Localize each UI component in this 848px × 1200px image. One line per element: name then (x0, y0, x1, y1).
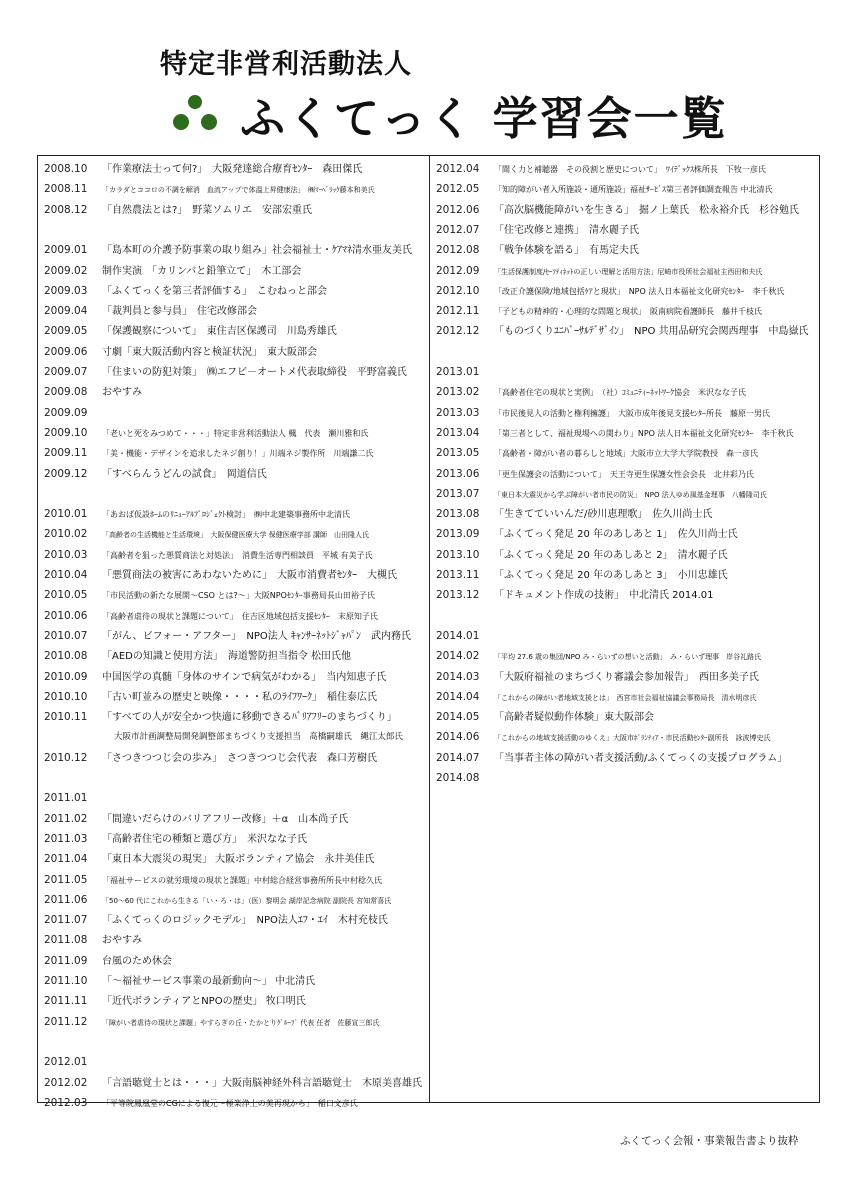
session-row (436, 667, 816, 687)
session-title: 「東日本大震災から学ぶ障がい者市民の防災」 NPO 法人ゆめ風基金理事 八幡隆司氏 (494, 490, 767, 499)
session-row (44, 464, 426, 484)
session-row (436, 768, 816, 788)
session-row (44, 1052, 426, 1072)
session-row (44, 565, 426, 585)
session-row (436, 687, 816, 707)
session-title: 「ドキュメント作成の技術」 中北清氏 2014.01 (494, 590, 714, 602)
session-title: 「間違いだらけのバリアフリー改修」＋α 山本尚子氏 (102, 813, 349, 825)
session-title: 「障がい者虐待の現状と課題」やすらぎの丘・たかとりｸﾞﾙｰﾌﾟ 代表 任者 佐藤宣三郎氏 (102, 1018, 380, 1027)
session-title: 「老いと死をみつめて・・・」特定非営利活動法人 楓 代表 瀬川雅和氏 (102, 428, 369, 438)
session-row (44, 159, 426, 179)
session-row (436, 342, 816, 362)
session-row (44, 768, 426, 788)
session-date: 2012.10 (436, 284, 480, 297)
session-title: 「保護観察について」 東住吉区保護司 川島秀雄氏 (102, 326, 337, 338)
session-date: 2010.11 (44, 711, 88, 724)
session-title: 「東日本大震災の現実」 大阪ボランティア協会 永井美佳氏 (102, 854, 375, 866)
session-title: 「戦争体験を語る」 有馬定夫氏 (494, 245, 639, 257)
session-title: 「カラダとココロの不調を解消 血流アップで体温上昇健康法」 ㈱ﾏｰﾍﾞﾗｯｸ藤本和美氏 (102, 186, 375, 195)
session-title: 「50～60 代にこれから生きる「い・ろ・は」（医）黎明会 湖岸記念病院 副院長 宮知常喜氏 (102, 896, 392, 905)
session-title: 「平等院鳳凰堂のCGによる復元～極楽浄土の美再現から」 稲口文彦氏 (102, 1098, 358, 1108)
session-date: 2009.11 (44, 447, 88, 460)
session-title: 「ふくてっくを第三者評価する」 こむねっと部会 (102, 285, 327, 297)
session-date: 2013.03 (436, 406, 480, 419)
session-row (44, 687, 426, 707)
session-row (44, 362, 426, 382)
session-row (44, 667, 426, 687)
session-date: 2014.02 (436, 650, 480, 663)
session-date: 2009.06 (44, 345, 88, 358)
session-date: 2013.09 (436, 528, 480, 541)
session-row (44, 748, 426, 768)
session-row (436, 545, 816, 565)
session-title: 「高齢者を狙った悪質商法と対処法」 消費生活専門相談員 平城 有美子氏 (102, 550, 373, 560)
session-row (44, 1032, 426, 1052)
session-date: 2009.03 (44, 284, 88, 297)
session-title: 「知的障がい者入所施設・通所施設」福祉ｻｰﾋﾞｽ第三者評価調査報告 中北清氏 (494, 185, 773, 195)
session-row (436, 362, 816, 382)
session-date: 2011.01 (44, 792, 88, 805)
session-row (436, 200, 816, 220)
session-title: 「ふくてっくのロジックモデル」 NPO法人ｴﾌ・ｴｲ 木村充枝氏 (102, 915, 388, 927)
session-title: おやすみ (102, 387, 142, 399)
session-row (44, 788, 426, 808)
session-date: 2011.09 (44, 954, 88, 967)
session-row (44, 403, 426, 423)
session-row (436, 220, 816, 240)
session-title: 「高齢者住宅の種類と選び方」 米沢なな子氏 (102, 833, 307, 845)
session-row (436, 504, 816, 524)
session-row (44, 646, 426, 666)
session-row (436, 524, 816, 544)
session-date: 2013.04 (436, 426, 480, 439)
session-row (44, 545, 426, 565)
session-date: 2013.05 (436, 447, 480, 460)
session-row (436, 565, 816, 585)
session-title: 「ふくてっく発足 20 年のあしあと 2」 清水麗子氏 (494, 549, 728, 561)
session-date: 2009.07 (44, 366, 88, 378)
session-date: 2013.12 (436, 589, 480, 602)
session-row (44, 443, 426, 463)
session-row (436, 179, 816, 199)
session-date: 2010.08 (44, 650, 88, 663)
session-title: 「第三者として、福祉現場への関わり」NPO 法人日本福祉文化研究ｾﾝﾀｰ 李千秋氏 (494, 428, 794, 438)
session-date: 2013.11 (436, 569, 480, 581)
session-date: 2011.06 (44, 893, 88, 906)
session-title: 「生きてていいんだ/砂川恵理歌」 佐久川尚士氏 (494, 509, 713, 521)
session-row (44, 910, 426, 930)
session-row (44, 240, 426, 260)
session-date: 2010.02 (44, 528, 88, 541)
session-date: 2009.08 (44, 386, 88, 399)
session-row (44, 321, 426, 341)
session-date: 2013.07 (436, 487, 480, 500)
session-title: 「～福祉サービス事業の最新動向～」 中北清氏 (102, 976, 316, 987)
session-row (44, 342, 426, 362)
trefoil-logo-icon (170, 92, 220, 132)
session-title: 「大阪府福祉のまちづくり審議会参加報告」 西田多美子氏 (494, 671, 759, 683)
session-row (436, 321, 816, 341)
session-row (44, 179, 426, 199)
session-row (436, 301, 816, 321)
session-date: 2011.12 (44, 1015, 88, 1028)
session-row (436, 423, 816, 443)
session-row (44, 200, 426, 220)
session-row (44, 890, 426, 910)
session-title: 「作業療法士って何?」 大阪発達総合療育ｾﾝﾀｰ 森田傑氏 (102, 164, 363, 175)
session-date: 2009.04 (44, 305, 88, 318)
session-title: 「高齢者の生活機能と生活環境」 大阪保健医療大学 保健医療学部 講師 山田隆人氏 (102, 531, 369, 540)
session-title: 「自然農法とは?」 野菜ソムリエ 安部宏重氏 (102, 204, 313, 216)
session-date: 2012.05 (436, 183, 480, 196)
org-type-subtitle: 特定非営利活動法人 (160, 49, 412, 80)
session-date: 2014.06 (436, 731, 480, 744)
session-date: 2011.07 (44, 914, 88, 927)
session-row (44, 220, 426, 240)
session-title: 「子どもの精神的・心理的な問題と現状」 阪南病院看護師長 藤井千枝氏 (494, 307, 762, 317)
session-row (44, 423, 426, 443)
session-date: 2008.10 (44, 163, 88, 175)
session-date: 2012.02 (44, 1076, 88, 1089)
session-row (44, 626, 426, 646)
session-row (436, 484, 816, 504)
session-date: 2013.08 (436, 508, 480, 521)
session-date: 2010.04 (44, 569, 88, 581)
session-row (44, 524, 426, 544)
session-title: 「ものづくりﾕﾆﾊﾞｰｻﾙﾃﾞｻﾞｲﾝ」 NPO 共用品研究会関西理事 中島嶽氏 (494, 326, 809, 338)
session-row (436, 240, 816, 260)
session-date: 2011.05 (44, 873, 88, 886)
session-row (44, 301, 426, 321)
session-date: 2011.11 (44, 995, 88, 1008)
session-title: 「当事者主体の障がい者支援活動/ふくてっくの支援プログラム」 (494, 752, 788, 764)
session-row (436, 159, 816, 179)
session-date: 2013.01 (436, 366, 480, 378)
session-date: 2010.12 (44, 751, 88, 764)
session-row (436, 646, 816, 666)
session-date: 2012.09 (436, 264, 480, 277)
session-title: 「さつきつつじ会の歩み」 さつきつつじ会代表 森口芳樹氏 (102, 752, 377, 764)
session-row (44, 504, 426, 524)
session-title: 「高齢者住宅の現状と実例」 （社）ｺﾐｭﾆﾃｨｰﾈｯﾄﾜｰｸ協会 米沢なな子氏 (494, 388, 746, 398)
session-date: 2014.07 (436, 751, 480, 764)
session-date: 2012.03 (44, 1096, 88, 1109)
session-title: 中国医学の真髄「身体のサインで病気がわかる」 当内知恵子氏 (102, 671, 387, 683)
left-column (38, 156, 430, 1109)
session-date: 2012.08 (436, 244, 480, 257)
session-date: 2012.04 (436, 163, 480, 175)
session-title: 「これからの地域支援活動のゆくえ」大阪市ﾎﾞﾗﾝﾃｨｱ・市民活動ｾﾝﾀｰ副所長 詠波博史氏 (494, 734, 771, 743)
header (0, 0, 848, 150)
session-row (436, 606, 816, 626)
session-date: 2012.07 (436, 223, 480, 236)
session-title: 「ふくてっく発足 20 年のあしあと 1」 佐久川尚士氏 (494, 529, 738, 541)
session-row (44, 1093, 426, 1113)
session-title: 「生活保護制度/ｾｰﾌﾃｨﾈｯﾄの正しい理解と活用方法」尼崎市役所社会福祉主西田和夫氏 (494, 267, 763, 276)
session-date: 2011.02 (44, 812, 88, 825)
session-row (44, 261, 426, 281)
session-row (44, 930, 426, 950)
session-date: 2009.05 (44, 325, 88, 338)
session-row (44, 281, 426, 301)
session-date: 2010.05 (44, 589, 88, 602)
session-title: 「高齢者・障がい者の暮らしと地域」大阪市立大学大学院教授 森一彦氏 (494, 449, 758, 459)
session-date: 2010.01 (44, 508, 88, 521)
session-title: 台風のため休会 (102, 955, 172, 967)
session-row (44, 991, 426, 1011)
session-date: 2010.09 (44, 670, 88, 683)
session-title: 「市民後見人の活動と権利擁護」 大阪市成年後見支援ｾﾝﾀｰ所長 藤原一男氏 (494, 408, 770, 418)
session-date: 2011.04 (44, 853, 88, 866)
session-title: 「更生保護会の活動について」 天王寺更生保護女性会会長 北井彩乃氏 (494, 469, 754, 479)
session-date: 2009.02 (44, 264, 88, 277)
session-date: 2010.03 (44, 548, 88, 561)
session-date: 2012.11 (436, 305, 480, 318)
session-date: 2012.12 (436, 325, 480, 338)
session-title: 「聞く力と補聴器 その役割と歴史について」 ﾜｲﾃﾞｯｸｽ株所長 下牧一彦氏 (494, 165, 766, 174)
session-date: 2013.02 (436, 386, 480, 399)
session-row (44, 484, 426, 504)
session-row (44, 1012, 426, 1032)
session-title: 「住まいの防犯対策」 ㈱エフビ－オートメ代表取締役 平野富義氏 (102, 367, 407, 378)
session-row (436, 443, 816, 463)
session-date: 2010.07 (44, 629, 88, 642)
session-title: 「あおば仮設ﾎｰﾑのﾘﾆｭｰｱﾙﾌﾟﾛｼﾞｪｸﾄ検討」 ㈱中北建築事務所中北清氏 (102, 510, 350, 520)
session-title: 「これからの障がい者地域支援とは」 西宮市社会福祉協議会事務局長 清水明彦氏 (494, 693, 757, 702)
session-date: 2009.12 (44, 467, 88, 480)
session-row (44, 382, 426, 402)
session-row (44, 951, 426, 971)
session-title: 「古い町並みの歴史と映像・・・・私のﾗｲﾌﾜｰｸ」 稲住泰広氏 (102, 691, 377, 703)
session-title: 「AEDの知識と使用方法」 海道警防担当指令 松田氏他 (102, 651, 352, 663)
session-row (436, 464, 816, 484)
session-date: 2011.03 (44, 832, 88, 845)
right-column (430, 156, 819, 1102)
session-row (436, 585, 816, 605)
session-list-table (37, 155, 820, 1109)
session-row (436, 707, 816, 727)
session-row (44, 585, 426, 605)
session-date: 2010.10 (44, 690, 88, 703)
session-title: 「高次脳機能障がいを生きる」 掘ノ上葉氏 松永裕介氏 杉谷勉氏 (494, 204, 799, 216)
session-title: 「市民活動の新たな展開～CSO とは?～」大阪NPOｾﾝﾀｰ事務局長山田裕子氏 (102, 591, 375, 601)
session-row (44, 849, 426, 869)
session-title: 「すべての人が安全かつ快適に移動できるﾊﾞﾘｱﾌﾘｰのまちづくり」 (102, 712, 397, 724)
session-title: 「言語聴覚士とは・・・」大阪南脳神経外科言語聴覚士 木原美喜雄氏 (102, 1077, 422, 1089)
session-title: 「悪質商法の被害にあわないために」 大阪市消費者ｾﾝﾀｰ 大槻氏 (102, 570, 397, 581)
session-date: 2008.12 (44, 203, 88, 216)
session-row (436, 261, 816, 281)
session-row (44, 829, 426, 849)
session-row (436, 748, 816, 768)
session-title: 「住宅改修と連携」 清水麗子氏 (494, 224, 639, 236)
session-row (44, 727, 426, 747)
session-date: 2011.10 (44, 975, 88, 987)
session-date: 2014.03 (436, 670, 480, 683)
session-title: 「裁判員と参与員」 住宅改修部会 (102, 306, 257, 318)
session-row (436, 727, 816, 747)
session-title: 「島本町の介護予防事業の取り組み」社会福祉士・ｹｱﾏﾈ清水亜友美氏 (102, 245, 412, 257)
session-title: 「美・機能・デザインを追求したネジ創り！」川端ネジ製作所 川端謙二氏 (102, 449, 374, 459)
session-row (44, 707, 426, 727)
session-date: 2014.08 (436, 772, 480, 784)
session-date: 2013.06 (436, 467, 480, 480)
session-date: 2010.06 (44, 609, 88, 622)
session-title: 「ふくてっく発足 20 年のあしあと 3」 小川忠雄氏 (494, 570, 728, 581)
session-row (436, 403, 816, 423)
session-row (44, 870, 426, 890)
session-row (436, 626, 816, 646)
session-row (44, 809, 426, 829)
session-date: 2009.10 (44, 426, 88, 439)
session-date: 2014.04 (436, 690, 480, 703)
session-title-continued: 大阪市計画調整局開発調整部まちづくり支援担当 髙橋嗣雄氏 縄江太郎氏 (114, 732, 403, 743)
session-title: 「福祉サービスの就労環境の現状と課題」中村総合経営事務所所長中村稔久氏 (102, 875, 382, 885)
session-date: 2009.09 (44, 406, 88, 419)
session-title: 「がん、ビフォー・アフター」 NPO法人 ｷｬﾝｻｰﾈｯﾄｼﾞｬﾊﾟﾝ 武内務氏 (102, 630, 411, 642)
page-title: ふくてっく 学習会一覧 (240, 92, 728, 145)
session-date: 2009.01 (44, 244, 88, 257)
session-date: 2012.01 (44, 1056, 88, 1069)
session-row (44, 606, 426, 626)
session-title: 「すべらんうどんの試食」 岡道信氏 (102, 468, 267, 480)
session-date: 2011.08 (44, 934, 88, 947)
session-date: 2013.10 (436, 548, 480, 561)
session-title: おやすみ (102, 935, 142, 947)
session-row (436, 382, 816, 402)
session-title: 寸劇「東大阪活動内容と検証状況」 東大阪部会 (102, 346, 317, 358)
session-row (44, 971, 426, 991)
session-title: 「高齢者疑似動作体験」東大阪部会 (494, 712, 654, 724)
session-date: 2014.01 (436, 629, 480, 642)
session-date: 2014.05 (436, 711, 480, 724)
session-title: 「高齢者虐待の現状と課題について」 住吉区地域包括支援ｾﾝﾀｰ 末原知子氏 (102, 611, 378, 621)
session-title: 「改正介護保険/地域包括ｹｱと現状」 NPO 法人日本福祉文化研究ｾﾝﾀｰ 李千秋氏 (494, 286, 785, 296)
session-row (436, 281, 816, 301)
session-title: 「近代ボランティアとNPOの歴史」 牧口明氏 (102, 996, 306, 1008)
session-title: 「平均 27.6 歳の集団/NPO み・らいずの想いと活動」 み・らいず理事 岸谷礼路氏 (494, 653, 762, 662)
session-row (44, 1073, 426, 1093)
session-title: 制作実演 「カリンバと鉛筆立て」 木工部会 (102, 265, 302, 277)
source-note: ふくてっく会報・事業報告書より抜粋 (620, 1135, 799, 1147)
session-date: 2008.11 (44, 183, 88, 196)
session-date: 2012.06 (436, 203, 480, 216)
